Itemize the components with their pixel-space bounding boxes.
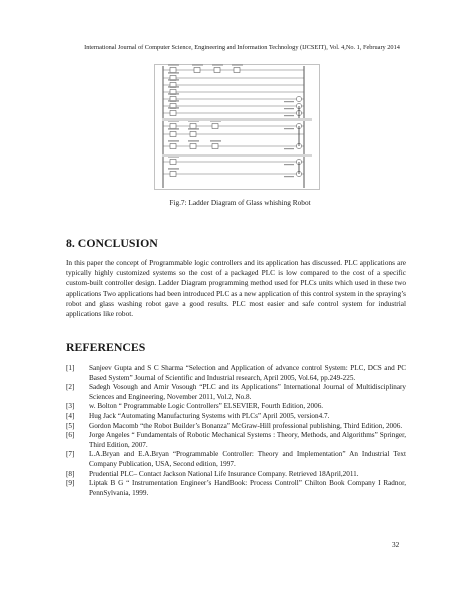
- contact-label-mark: [168, 72, 179, 73]
- contact-label-mark: [212, 64, 223, 65]
- reference-item: [66, 450, 406, 469]
- contact-symbol: [190, 124, 196, 129]
- reference-item: [66, 383, 406, 402]
- contact-symbol: [170, 132, 176, 137]
- contact-label-mark: [232, 64, 243, 65]
- contact-symbol: [212, 124, 218, 129]
- rung-separator: [162, 118, 312, 121]
- coil-label-mark: [284, 128, 294, 129]
- contact-label-mark: [168, 140, 179, 141]
- contact-label-mark: [188, 140, 199, 141]
- figure-caption: Fig.7: Ladder Diagram of Glass whishing Robot: [169, 198, 311, 207]
- journal-header: International Journal of Computer Science, Engineering and Information Technology (IJCSEIT), Vol. 4,No. 1, February 2014: [84, 44, 400, 51]
- conclusion-heading: 8. CONCLUSION: [66, 236, 158, 250]
- contact-symbol: [170, 111, 176, 116]
- contact-label-mark: [168, 168, 179, 169]
- coil-label-mark: [284, 148, 294, 149]
- reference-number: [6]: [66, 431, 75, 440]
- reference-text: Sanjeev Gupta and S C Sharma “Selection and Application of advance control System: PLC, DCS and PC Based System” Journal of Scientific and Industrial research, April 2005, Vol.64, pp.249-225.: [89, 364, 406, 382]
- reference-item: [66, 431, 406, 450]
- coil-label-mark: [284, 108, 294, 109]
- coil-label-mark: [284, 176, 294, 177]
- reference-number: [9]: [66, 479, 75, 488]
- contact-symbol: [170, 144, 176, 149]
- reference-item: [66, 412, 406, 422]
- contact-symbol: [170, 160, 176, 165]
- reference-number: [7]: [66, 450, 75, 459]
- reference-number: [2]: [66, 383, 75, 392]
- rung-separator: [162, 154, 312, 157]
- reference-text: Sadegh Vosough and Amir Vosough “PLC and its Applications” International Journal of Multidisciplinary Sciences and Engineering, November 2011, Vol.2, No.8.: [89, 383, 406, 401]
- contact-symbol: [170, 124, 176, 129]
- contact-label-mark: [192, 64, 203, 65]
- reference-text: Hug Jack “Automating Manufacturing Systems with PLCs” April 2005, version4.7.: [89, 411, 330, 420]
- page-number: 32: [392, 540, 400, 549]
- reference-number: [3]: [66, 402, 75, 411]
- reference-item: [66, 402, 406, 412]
- contact-symbol: [170, 68, 176, 73]
- contact-symbol: [214, 68, 220, 73]
- reference-item: [66, 479, 406, 498]
- references-list: [66, 364, 406, 498]
- reference-item: [66, 422, 406, 432]
- conclusion-paragraph: In this paper the concept of Programmable logic controllers and its application has discussed. PLC applications are typically highly customized systems so the cost of a packaged PLC is low compared to the cost of a specific custom-built controller design. Ladder Diagram programming method used for PLCs units which used in these two applications Two applications had been introduced PLC as a new application of this control system in the spraying’s robot and glass washing robot gave a good results. PLC most easier and safe control system for industrial applications like robot.: [66, 258, 406, 319]
- reference-number: [5]: [66, 421, 75, 430]
- reference-number: [1]: [66, 364, 75, 372]
- reference-number: [4]: [66, 411, 75, 420]
- contact-symbol: [170, 172, 176, 177]
- contact-label-mark: [168, 100, 179, 101]
- reference-text: L.A.Bryan and E.A.Bryan “Programmable Controller: Theory and Implementation” An Industrial Text Company Publication, USA, Second edition, 1997.: [89, 450, 406, 468]
- contact-label-mark: [168, 64, 179, 65]
- reference-item: [66, 364, 406, 383]
- reference-text: Prudential PLC– Contact Jackson National Life Insurance Company. Retrieved 18April,2011.: [89, 469, 359, 478]
- reference-item: [66, 470, 406, 480]
- contact-label-mark: [168, 128, 179, 129]
- contact-symbol: [194, 68, 200, 73]
- contact-label-mark: [168, 79, 179, 80]
- reference-number: [8]: [66, 469, 75, 478]
- contact-symbol: [190, 132, 196, 137]
- contact-label-mark: [210, 140, 221, 141]
- contact-label-mark: [188, 128, 199, 129]
- ladder-diagram-figure: [154, 64, 320, 190]
- ladder-diagram: [154, 64, 320, 190]
- figure-border: [155, 65, 320, 190]
- references-heading: REFERENCES: [66, 340, 146, 354]
- coil-label-mark: [284, 164, 294, 165]
- reference-text: Gordon Macomb “the Robot Builder’s Bonanza” McGraw-Hill professional publishing, Third Edition, 2006.: [89, 421, 403, 430]
- reference-text: w. Bolton “ Programmable Logic Controllers” ELSEVIER, Fourth Edition, 2006.: [89, 402, 324, 411]
- coil-label-mark: [284, 101, 294, 102]
- reference-text: Jorge Angeles “ Fundamentals of Robotic Mechanical Systems : Theory, Methods, and Algorithms” Springer, Third Edition, 2007.: [89, 431, 406, 449]
- contact-symbol: [234, 68, 240, 73]
- coil-symbol: [296, 96, 301, 101]
- coil-label-mark: [284, 115, 294, 116]
- reference-text: Liptak B G “ Instrumentation Engineer’s HandBook: Process Controll” Chilton Book Company I Radnor, PennSylvania, 1999.: [89, 479, 406, 497]
- contact-label-mark: [168, 107, 179, 108]
- contact-symbol: [212, 144, 218, 149]
- contact-label-mark: [168, 93, 179, 94]
- contact-symbol: [190, 144, 196, 149]
- contact-label-mark: [168, 86, 179, 87]
